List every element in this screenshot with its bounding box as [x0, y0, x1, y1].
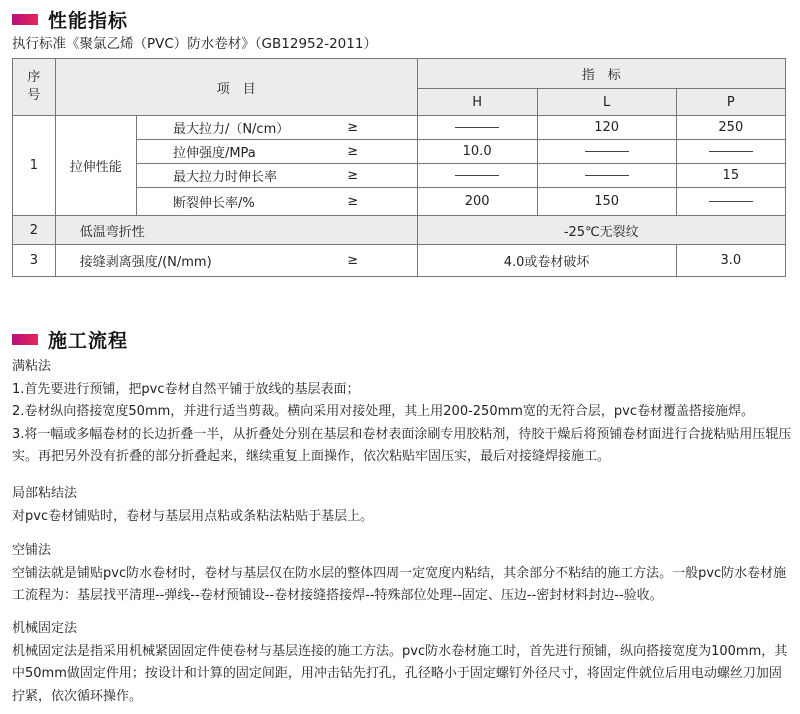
cell-HL: 4.0或卷材破坏 [417, 245, 676, 277]
row-item: 最大拉力时伸长率 [136, 164, 343, 188]
method-title: 局部粘结法 [12, 486, 78, 501]
cell-P: 250 [676, 116, 785, 140]
method-step: 对pvc卷材铺贴时，卷材与基层用点粘或条粘法粘贴于基层上。 [12, 508, 374, 524]
row-item: 接缝剥离强度/(N/mm) [55, 245, 343, 277]
table-row [13, 216, 786, 245]
cell-L: 120 [537, 116, 676, 140]
method-step: 机械固定法是指采用机械紧固固定件使卷材与基层连接的施工方法。pvc防水卷材施工时，首先进行预铺，纵向搭接宽度为100mm，其中50mm做固定件用；按设计和计算的固定间距，用冲击钻先打孔，孔径略小于固定螺钉外径尺寸，将固定件就位后用电动螺丝刀加固拧紧，依次循环操作。 [12, 643, 788, 704]
section-heading-performance [12, 6, 128, 33]
dash [585, 175, 629, 176]
cell-P: 15 [676, 164, 785, 188]
row-item: 低温弯折性 [55, 216, 417, 245]
method-step: 2.卷材纵向搭接宽度50mm，并进行适当剪裁。横向采用对接处理，其上用200-250mm宽的无符合层，pvc卷材覆盖搭接施焊。 [12, 404, 755, 419]
row-no: 3 [13, 245, 56, 277]
cell-L [537, 140, 676, 164]
cell-L: 150 [537, 188, 676, 216]
method-title: 空铺法 [12, 543, 52, 558]
row-no: 1 [13, 116, 56, 216]
method-step: 空铺法就是铺贴pvc防水卷材时，卷材与基层仅在防水层的整体四周一定宽度内粘结，其余部分不粘结的施工方法。一般pvc防水卷材施工流程为：基层找平清理--弹线--卷材预铺设--卷材接缝搭接焊--特殊部位处理--固定、压边--密封材料封边--验收。 [12, 565, 787, 603]
section-title: 施工流程 [48, 330, 129, 352]
method-full-adhesion [12, 356, 792, 469]
method-step: 1.首先要进行预铺，把pvc卷材自然平铺于放线的基层表面； [12, 381, 360, 397]
table-row [13, 245, 786, 277]
cell-L [537, 164, 676, 188]
header-P: P [676, 89, 785, 116]
method-title: 机械固定法 [12, 621, 78, 636]
method-partial-adhesion [12, 483, 792, 528]
cell-H: 10.0 [417, 140, 537, 164]
cell-P [676, 188, 785, 216]
method-step: 3.将一幅或多幅卷材的长边折叠一半，从折叠处分别在基层和卷材表面涂刷专用胶粘剂，待胶干燥后将预铺卷材面进行合拢粘贴用压辊压实。再把另外没有折叠的部分折叠起来，继续重复上面操作，依次粘贴牢固压实，最后对接缝焊接施工。 [12, 426, 792, 464]
dash [455, 175, 499, 176]
standard-reference: 执行标准《聚氯乙烯（PVC）防水卷材》（GB12952-2011） [12, 36, 377, 52]
header-no: 序号 [13, 59, 56, 116]
row-operator: ≥ [343, 116, 417, 140]
row-item: 断裂伸长率/% [136, 188, 343, 216]
section-title: 性能指标 [48, 10, 129, 32]
cell-H [417, 164, 537, 188]
cell-H [417, 116, 537, 140]
header-item: 项 目 [55, 59, 417, 116]
performance-table [12, 58, 786, 277]
heading-accent-bar [12, 334, 38, 345]
heading-accent-bar [12, 14, 38, 25]
dash [585, 151, 629, 152]
table-header-row [13, 59, 786, 89]
table-row [13, 116, 786, 140]
row-operator: ≥ [343, 140, 417, 164]
row-group-name: 拉伸性能 [55, 116, 136, 216]
header-L: L [537, 89, 676, 116]
row-item: 最大拉力/（N/cm） [136, 116, 343, 140]
row-value: -25℃无裂纹 [417, 216, 785, 245]
row-item: 拉伸强度/MPa [136, 140, 343, 164]
method-loose-laying [12, 540, 792, 608]
cell-P: 3.0 [676, 245, 785, 277]
header-index: 指 标 [417, 59, 785, 89]
method-mechanical-fixing [12, 618, 792, 708]
row-operator: ≥ [343, 188, 417, 216]
row-no: 2 [13, 216, 56, 245]
dash [455, 127, 499, 128]
cell-H: 200 [417, 188, 537, 216]
method-title: 满粘法 [12, 359, 52, 374]
cell-P [676, 140, 785, 164]
header-H: H [417, 89, 537, 116]
row-operator: ≥ [343, 164, 417, 188]
section-heading-construction [12, 326, 128, 353]
dash [709, 201, 753, 202]
dash [709, 151, 753, 152]
row-operator: ≥ [343, 245, 417, 277]
